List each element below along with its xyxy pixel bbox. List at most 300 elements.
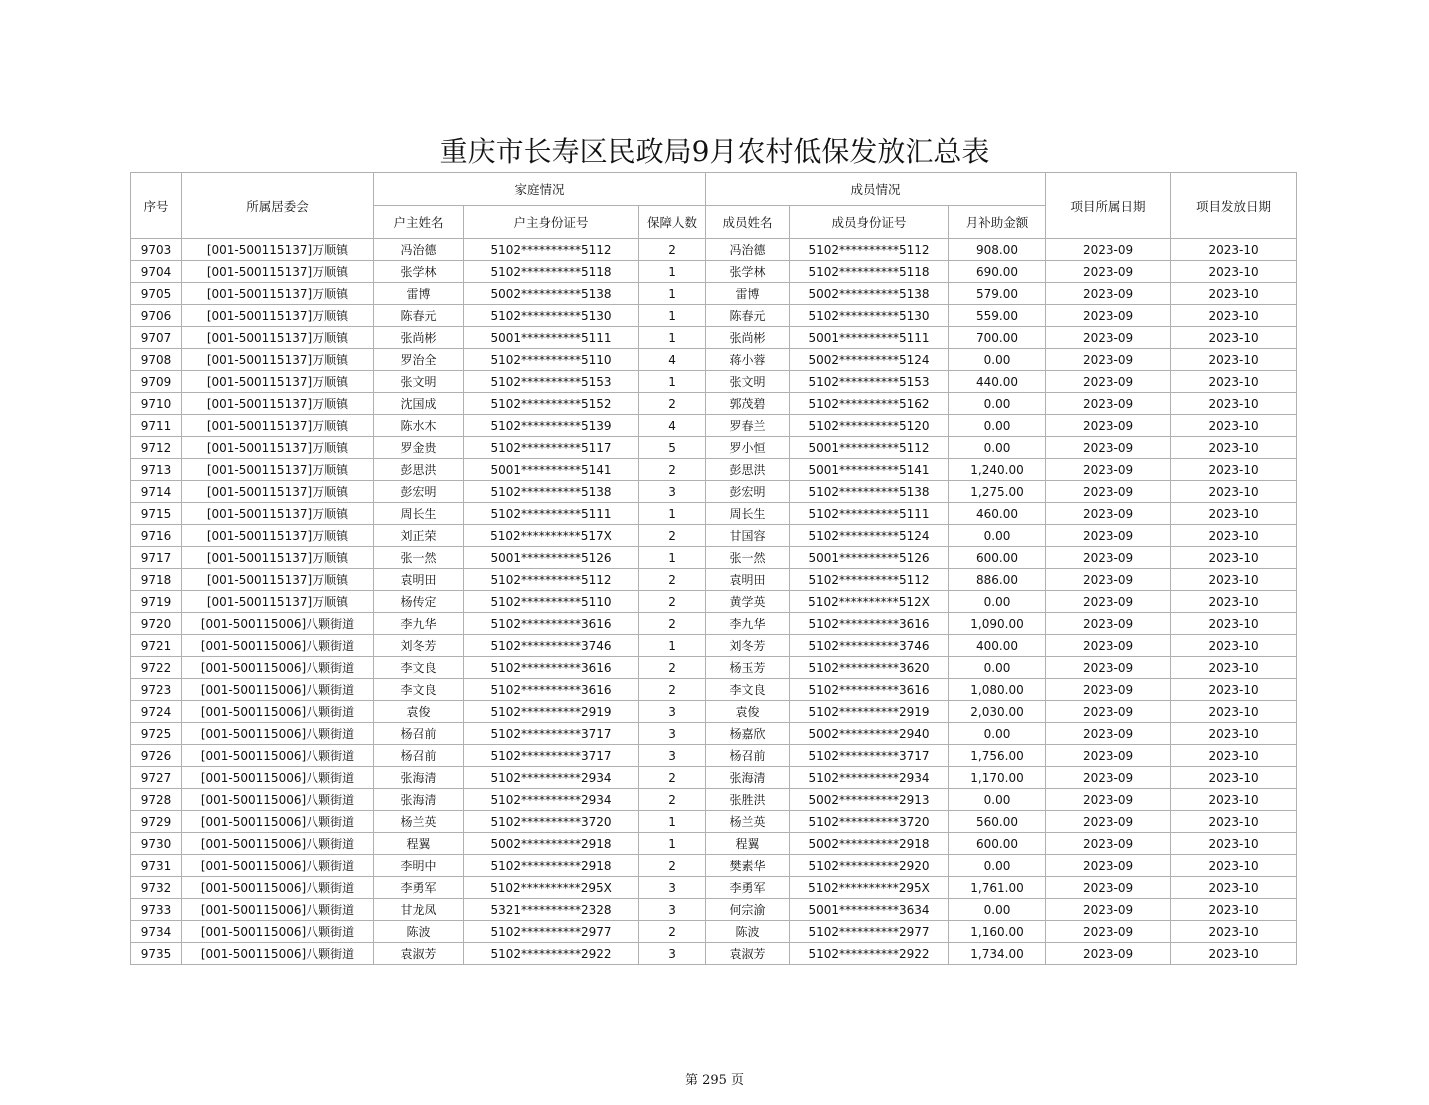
cell-committee: [001-500115137]万顺镇 [182,547,374,569]
cell-amount: 0.00 [949,657,1046,679]
cell-count: 3 [639,877,706,899]
cell-head-id: 5102**********5139 [464,415,639,437]
cell-count: 3 [639,943,706,965]
cell-count: 2 [639,657,706,679]
cell-count: 2 [639,525,706,547]
table-body [131,239,1297,965]
cell-project-date: 2023-09 [1046,415,1171,437]
cell-head-name: 张一然 [374,547,464,569]
cell-count: 3 [639,899,706,921]
cell-head-name: 张文明 [374,371,464,393]
cell-member-name: 黄学英 [706,591,790,613]
cell-head-id: 5102**********2919 [464,701,639,723]
table-row [131,855,1297,877]
cell-project-date: 2023-09 [1046,855,1171,877]
cell-committee: [001-500115137]万顺镇 [182,415,374,437]
cell-member-name: 樊素华 [706,855,790,877]
cell-committee: [001-500115006]八颗街道 [182,657,374,679]
table-row [131,943,1297,965]
cell-member-name: 李勇军 [706,877,790,899]
table-row [131,635,1297,657]
cell-member-name: 雷博 [706,283,790,305]
cell-amount: 1,080.00 [949,679,1046,701]
cell-amount: 1,090.00 [949,613,1046,635]
cell-member-id: 5102**********5112 [790,569,949,591]
cell-project-date: 2023-09 [1046,437,1171,459]
table-row [131,459,1297,481]
cell-seq: 9727 [131,767,182,789]
cell-project-date: 2023-09 [1046,481,1171,503]
cell-project-date: 2023-09 [1046,877,1171,899]
cell-member-id: 5102**********5162 [790,393,949,415]
cell-head-id: 5102**********517X [464,525,639,547]
cell-member-name: 张尚彬 [706,327,790,349]
table-row [131,591,1297,613]
cell-head-name: 袁明田 [374,569,464,591]
cell-head-name: 张学林 [374,261,464,283]
cell-committee: [001-500115137]万顺镇 [182,525,374,547]
cell-amount: 0.00 [949,349,1046,371]
cell-project-date: 2023-09 [1046,613,1171,635]
table-row [131,899,1297,921]
header-member: 成员情况 [706,173,1046,206]
cell-member-name: 张一然 [706,547,790,569]
cell-count: 4 [639,415,706,437]
header-committee: 所属居委会 [182,173,374,239]
header-member-name: 成员姓名 [706,206,790,239]
cell-member-name: 张胜洪 [706,789,790,811]
cell-committee: [001-500115137]万顺镇 [182,591,374,613]
cell-amount: 600.00 [949,833,1046,855]
cell-member-name: 袁明田 [706,569,790,591]
cell-member-id: 5001**********5141 [790,459,949,481]
table-row [131,437,1297,459]
cell-seq: 9712 [131,437,182,459]
cell-member-name: 郭茂碧 [706,393,790,415]
cell-head-id: 5102**********5138 [464,481,639,503]
cell-count: 1 [639,261,706,283]
cell-seq: 9721 [131,635,182,657]
cell-member-name: 陈春元 [706,305,790,327]
table-row [131,921,1297,943]
cell-project-date: 2023-09 [1046,811,1171,833]
cell-count: 1 [639,547,706,569]
cell-project-date: 2023-09 [1046,943,1171,965]
cell-amount: 2,030.00 [949,701,1046,723]
cell-head-name: 张海清 [374,789,464,811]
cell-head-id: 5102**********5110 [464,349,639,371]
cell-count: 1 [639,635,706,657]
table-row [131,525,1297,547]
cell-head-id: 5102**********5152 [464,393,639,415]
cell-pay-date: 2023-10 [1171,371,1297,393]
table-row [131,371,1297,393]
cell-head-name: 沈国成 [374,393,464,415]
cell-member-name: 彭宏明 [706,481,790,503]
cell-head-id: 5002**********5138 [464,283,639,305]
cell-count: 1 [639,371,706,393]
cell-head-id: 5321**********2328 [464,899,639,921]
cell-member-id: 5102**********2934 [790,767,949,789]
cell-amount: 1,160.00 [949,921,1046,943]
cell-member-id: 5002**********5138 [790,283,949,305]
cell-pay-date: 2023-10 [1171,525,1297,547]
cell-count: 1 [639,283,706,305]
table-row [131,701,1297,723]
cell-count: 2 [639,855,706,877]
table-header [131,173,1297,239]
cell-count: 2 [639,921,706,943]
cell-member-name: 陈波 [706,921,790,943]
cell-project-date: 2023-09 [1046,679,1171,701]
cell-member-name: 罗小恒 [706,437,790,459]
cell-amount: 1,170.00 [949,767,1046,789]
cell-project-date: 2023-09 [1046,371,1171,393]
cell-member-id: 5102**********3717 [790,745,949,767]
cell-head-name: 刘冬芳 [374,635,464,657]
cell-seq: 9730 [131,833,182,855]
cell-seq: 9734 [131,921,182,943]
cell-project-date: 2023-09 [1046,591,1171,613]
cell-amount: 440.00 [949,371,1046,393]
cell-count: 2 [639,239,706,261]
cell-seq: 9713 [131,459,182,481]
table-row [131,745,1297,767]
cell-head-name: 杨召前 [374,723,464,745]
page-title: 重庆市长寿区民政局9月农村低保发放汇总表 [439,135,990,168]
cell-amount: 0.00 [949,393,1046,415]
cell-project-date: 2023-09 [1046,261,1171,283]
cell-committee: [001-500115006]八颗街道 [182,701,374,723]
cell-committee: [001-500115137]万顺镇 [182,393,374,415]
cell-committee: [001-500115137]万顺镇 [182,481,374,503]
cell-pay-date: 2023-10 [1171,943,1297,965]
cell-pay-date: 2023-10 [1171,459,1297,481]
header-pay-date: 项目发放日期 [1171,173,1297,239]
cell-head-name: 彭宏明 [374,481,464,503]
cell-amount: 560.00 [949,811,1046,833]
cell-count: 1 [639,811,706,833]
cell-member-id: 5102**********512X [790,591,949,613]
table-row [131,283,1297,305]
cell-seq: 9717 [131,547,182,569]
cell-member-name: 杨玉芳 [706,657,790,679]
cell-project-date: 2023-09 [1046,899,1171,921]
cell-member-id: 5102**********3720 [790,811,949,833]
cell-head-name: 李九华 [374,613,464,635]
cell-pay-date: 2023-10 [1171,437,1297,459]
cell-count: 2 [639,613,706,635]
cell-amount: 1,240.00 [949,459,1046,481]
cell-head-id: 5102**********3717 [464,723,639,745]
table-row [131,877,1297,899]
cell-member-id: 5001**********3634 [790,899,949,921]
cell-pay-date: 2023-10 [1171,261,1297,283]
cell-member-name: 袁淑芳 [706,943,790,965]
cell-count: 1 [639,503,706,525]
cell-head-name: 李明中 [374,855,464,877]
cell-seq: 9725 [131,723,182,745]
cell-member-name: 张学林 [706,261,790,283]
cell-committee: [001-500115006]八颗街道 [182,789,374,811]
cell-member-name: 何宗渝 [706,899,790,921]
table-row [131,327,1297,349]
cell-member-name: 李文良 [706,679,790,701]
cell-seq: 9718 [131,569,182,591]
cell-seq: 9723 [131,679,182,701]
cell-amount: 690.00 [949,261,1046,283]
cell-count: 2 [639,569,706,591]
cell-member-name: 张海清 [706,767,790,789]
cell-project-date: 2023-09 [1046,701,1171,723]
cell-member-id: 5102**********2922 [790,943,949,965]
cell-amount: 0.00 [949,899,1046,921]
cell-amount: 0.00 [949,855,1046,877]
cell-amount: 1,756.00 [949,745,1046,767]
cell-pay-date: 2023-10 [1171,569,1297,591]
cell-committee: [001-500115137]万顺镇 [182,459,374,481]
cell-member-id: 5002**********2913 [790,789,949,811]
cell-head-name: 罗治全 [374,349,464,371]
cell-committee: [001-500115137]万顺镇 [182,327,374,349]
table-row [131,503,1297,525]
table-row [131,547,1297,569]
cell-member-name: 杨召前 [706,745,790,767]
cell-member-id: 5102**********5118 [790,261,949,283]
cell-count: 4 [639,349,706,371]
table-row [131,789,1297,811]
cell-seq: 9728 [131,789,182,811]
header-count: 保障人数 [639,206,706,239]
cell-member-id: 5001**********5126 [790,547,949,569]
cell-pay-date: 2023-10 [1171,811,1297,833]
cell-count: 2 [639,459,706,481]
cell-member-id: 5102**********5120 [790,415,949,437]
cell-committee: [001-500115006]八颗街道 [182,679,374,701]
cell-committee: [001-500115006]八颗街道 [182,833,374,855]
cell-member-id: 5102**********5138 [790,481,949,503]
cell-member-id: 5102**********5112 [790,239,949,261]
cell-member-id: 5102**********2977 [790,921,949,943]
cell-pay-date: 2023-10 [1171,635,1297,657]
cell-head-name: 李勇军 [374,877,464,899]
cell-head-id: 5102**********2922 [464,943,639,965]
cell-head-name: 杨兰英 [374,811,464,833]
cell-committee: [001-500115137]万顺镇 [182,349,374,371]
header-member-id: 成员身份证号 [790,206,949,239]
cell-committee: [001-500115137]万顺镇 [182,371,374,393]
cell-amount: 1,734.00 [949,943,1046,965]
cell-amount: 886.00 [949,569,1046,591]
cell-pay-date: 2023-10 [1171,745,1297,767]
cell-member-id: 5102**********295X [790,877,949,899]
cell-amount: 0.00 [949,415,1046,437]
cell-member-name: 袁俊 [706,701,790,723]
cell-seq: 9711 [131,415,182,437]
cell-pay-date: 2023-10 [1171,679,1297,701]
header-head-name: 户主姓名 [374,206,464,239]
cell-member-name: 彭思洪 [706,459,790,481]
cell-count: 2 [639,679,706,701]
cell-head-id: 5102**********3746 [464,635,639,657]
cell-member-id: 5102**********5111 [790,503,949,525]
cell-seq: 9705 [131,283,182,305]
cell-head-name: 张海清 [374,767,464,789]
cell-project-date: 2023-09 [1046,657,1171,679]
cell-member-id: 5102**********3620 [790,657,949,679]
cell-project-date: 2023-09 [1046,723,1171,745]
cell-seq: 9722 [131,657,182,679]
cell-committee: [001-500115006]八颗街道 [182,745,374,767]
cell-member-id: 5002**********2940 [790,723,949,745]
cell-seq: 9707 [131,327,182,349]
cell-committee: [001-500115006]八颗街道 [182,811,374,833]
table-row [131,723,1297,745]
cell-seq: 9709 [131,371,182,393]
cell-amount: 0.00 [949,437,1046,459]
cell-seq: 9735 [131,943,182,965]
cell-count: 1 [639,305,706,327]
cell-member-name: 李九华 [706,613,790,635]
cell-committee: [001-500115137]万顺镇 [182,239,374,261]
cell-pay-date: 2023-10 [1171,481,1297,503]
cell-project-date: 2023-09 [1046,239,1171,261]
table-row [131,393,1297,415]
cell-committee: [001-500115137]万顺镇 [182,261,374,283]
cell-member-name: 刘冬芳 [706,635,790,657]
cell-head-id: 5102**********3616 [464,657,639,679]
cell-project-date: 2023-09 [1046,569,1171,591]
cell-project-date: 2023-09 [1046,635,1171,657]
cell-count: 2 [639,393,706,415]
cell-amount: 0.00 [949,723,1046,745]
cell-pay-date: 2023-10 [1171,613,1297,635]
cell-committee: [001-500115006]八颗街道 [182,877,374,899]
page-number: 第 295 页 [684,1073,745,1088]
cell-amount: 0.00 [949,525,1046,547]
cell-count: 3 [639,723,706,745]
cell-head-id: 5102**********5130 [464,305,639,327]
cell-committee: [001-500115006]八颗街道 [182,613,374,635]
cell-member-name: 蒋小蓉 [706,349,790,371]
cell-seq: 9724 [131,701,182,723]
cell-head-id: 5102**********5118 [464,261,639,283]
cell-seq: 9729 [131,811,182,833]
cell-pay-date: 2023-10 [1171,591,1297,613]
header-family: 家庭情况 [374,173,706,206]
table-row [131,239,1297,261]
cell-pay-date: 2023-10 [1171,921,1297,943]
cell-member-id: 5102**********5153 [790,371,949,393]
cell-count: 3 [639,745,706,767]
cell-member-id: 5002**********2918 [790,833,949,855]
cell-head-id: 5102**********3717 [464,745,639,767]
cell-head-name: 李文良 [374,657,464,679]
table-row [131,349,1297,371]
cell-member-name: 张文明 [706,371,790,393]
cell-seq: 9710 [131,393,182,415]
cell-member-id: 5102**********2920 [790,855,949,877]
cell-member-id: 5001**********5112 [790,437,949,459]
cell-project-date: 2023-09 [1046,459,1171,481]
cell-count: 2 [639,591,706,613]
cell-head-name: 罗金贵 [374,437,464,459]
cell-amount: 1,275.00 [949,481,1046,503]
cell-head-id: 5001**********5126 [464,547,639,569]
cell-count: 1 [639,833,706,855]
cell-amount: 0.00 [949,789,1046,811]
cell-seq: 9732 [131,877,182,899]
cell-head-id: 5001**********5141 [464,459,639,481]
cell-project-date: 2023-09 [1046,327,1171,349]
cell-head-id: 5102**********5153 [464,371,639,393]
table-row [131,811,1297,833]
cell-seq: 9703 [131,239,182,261]
cell-head-id: 5002**********2918 [464,833,639,855]
cell-pay-date: 2023-10 [1171,855,1297,877]
cell-seq: 9704 [131,261,182,283]
table-row [131,481,1297,503]
cell-head-id: 5102**********5110 [464,591,639,613]
cell-pay-date: 2023-10 [1171,701,1297,723]
cell-head-name: 彭思洪 [374,459,464,481]
cell-project-date: 2023-09 [1046,393,1171,415]
cell-head-id: 5102**********2934 [464,767,639,789]
cell-head-name: 雷博 [374,283,464,305]
cell-member-id: 5102**********5130 [790,305,949,327]
cell-head-name: 陈波 [374,921,464,943]
cell-amount: 1,761.00 [949,877,1046,899]
cell-head-id: 5102**********3720 [464,811,639,833]
cell-member-id: 5102**********5124 [790,525,949,547]
cell-head-id: 5102**********3616 [464,679,639,701]
cell-project-date: 2023-09 [1046,503,1171,525]
table-row [131,657,1297,679]
summary-table [130,172,1297,965]
cell-amount: 559.00 [949,305,1046,327]
cell-head-id: 5102**********5111 [464,503,639,525]
cell-head-name: 杨传定 [374,591,464,613]
table-row [131,569,1297,591]
table-row [131,679,1297,701]
table-row [131,767,1297,789]
cell-committee: [001-500115137]万顺镇 [182,283,374,305]
cell-member-id: 5102**********3616 [790,679,949,701]
cell-head-name: 甘龙凤 [374,899,464,921]
cell-count: 1 [639,327,706,349]
cell-amount: 579.00 [949,283,1046,305]
cell-member-name: 周长生 [706,503,790,525]
cell-head-name: 张尚彬 [374,327,464,349]
cell-member-id: 5002**********5124 [790,349,949,371]
cell-project-date: 2023-09 [1046,547,1171,569]
cell-seq: 9720 [131,613,182,635]
cell-member-name: 杨嘉欣 [706,723,790,745]
cell-head-name: 刘正荣 [374,525,464,547]
cell-project-date: 2023-09 [1046,349,1171,371]
cell-project-date: 2023-09 [1046,789,1171,811]
cell-seq: 9731 [131,855,182,877]
cell-head-name: 陈水木 [374,415,464,437]
cell-seq: 9708 [131,349,182,371]
table-row [131,613,1297,635]
cell-head-name: 周长生 [374,503,464,525]
cell-head-name: 袁俊 [374,701,464,723]
cell-member-name: 程翼 [706,833,790,855]
cell-pay-date: 2023-10 [1171,547,1297,569]
cell-member-name: 冯治德 [706,239,790,261]
cell-amount: 400.00 [949,635,1046,657]
